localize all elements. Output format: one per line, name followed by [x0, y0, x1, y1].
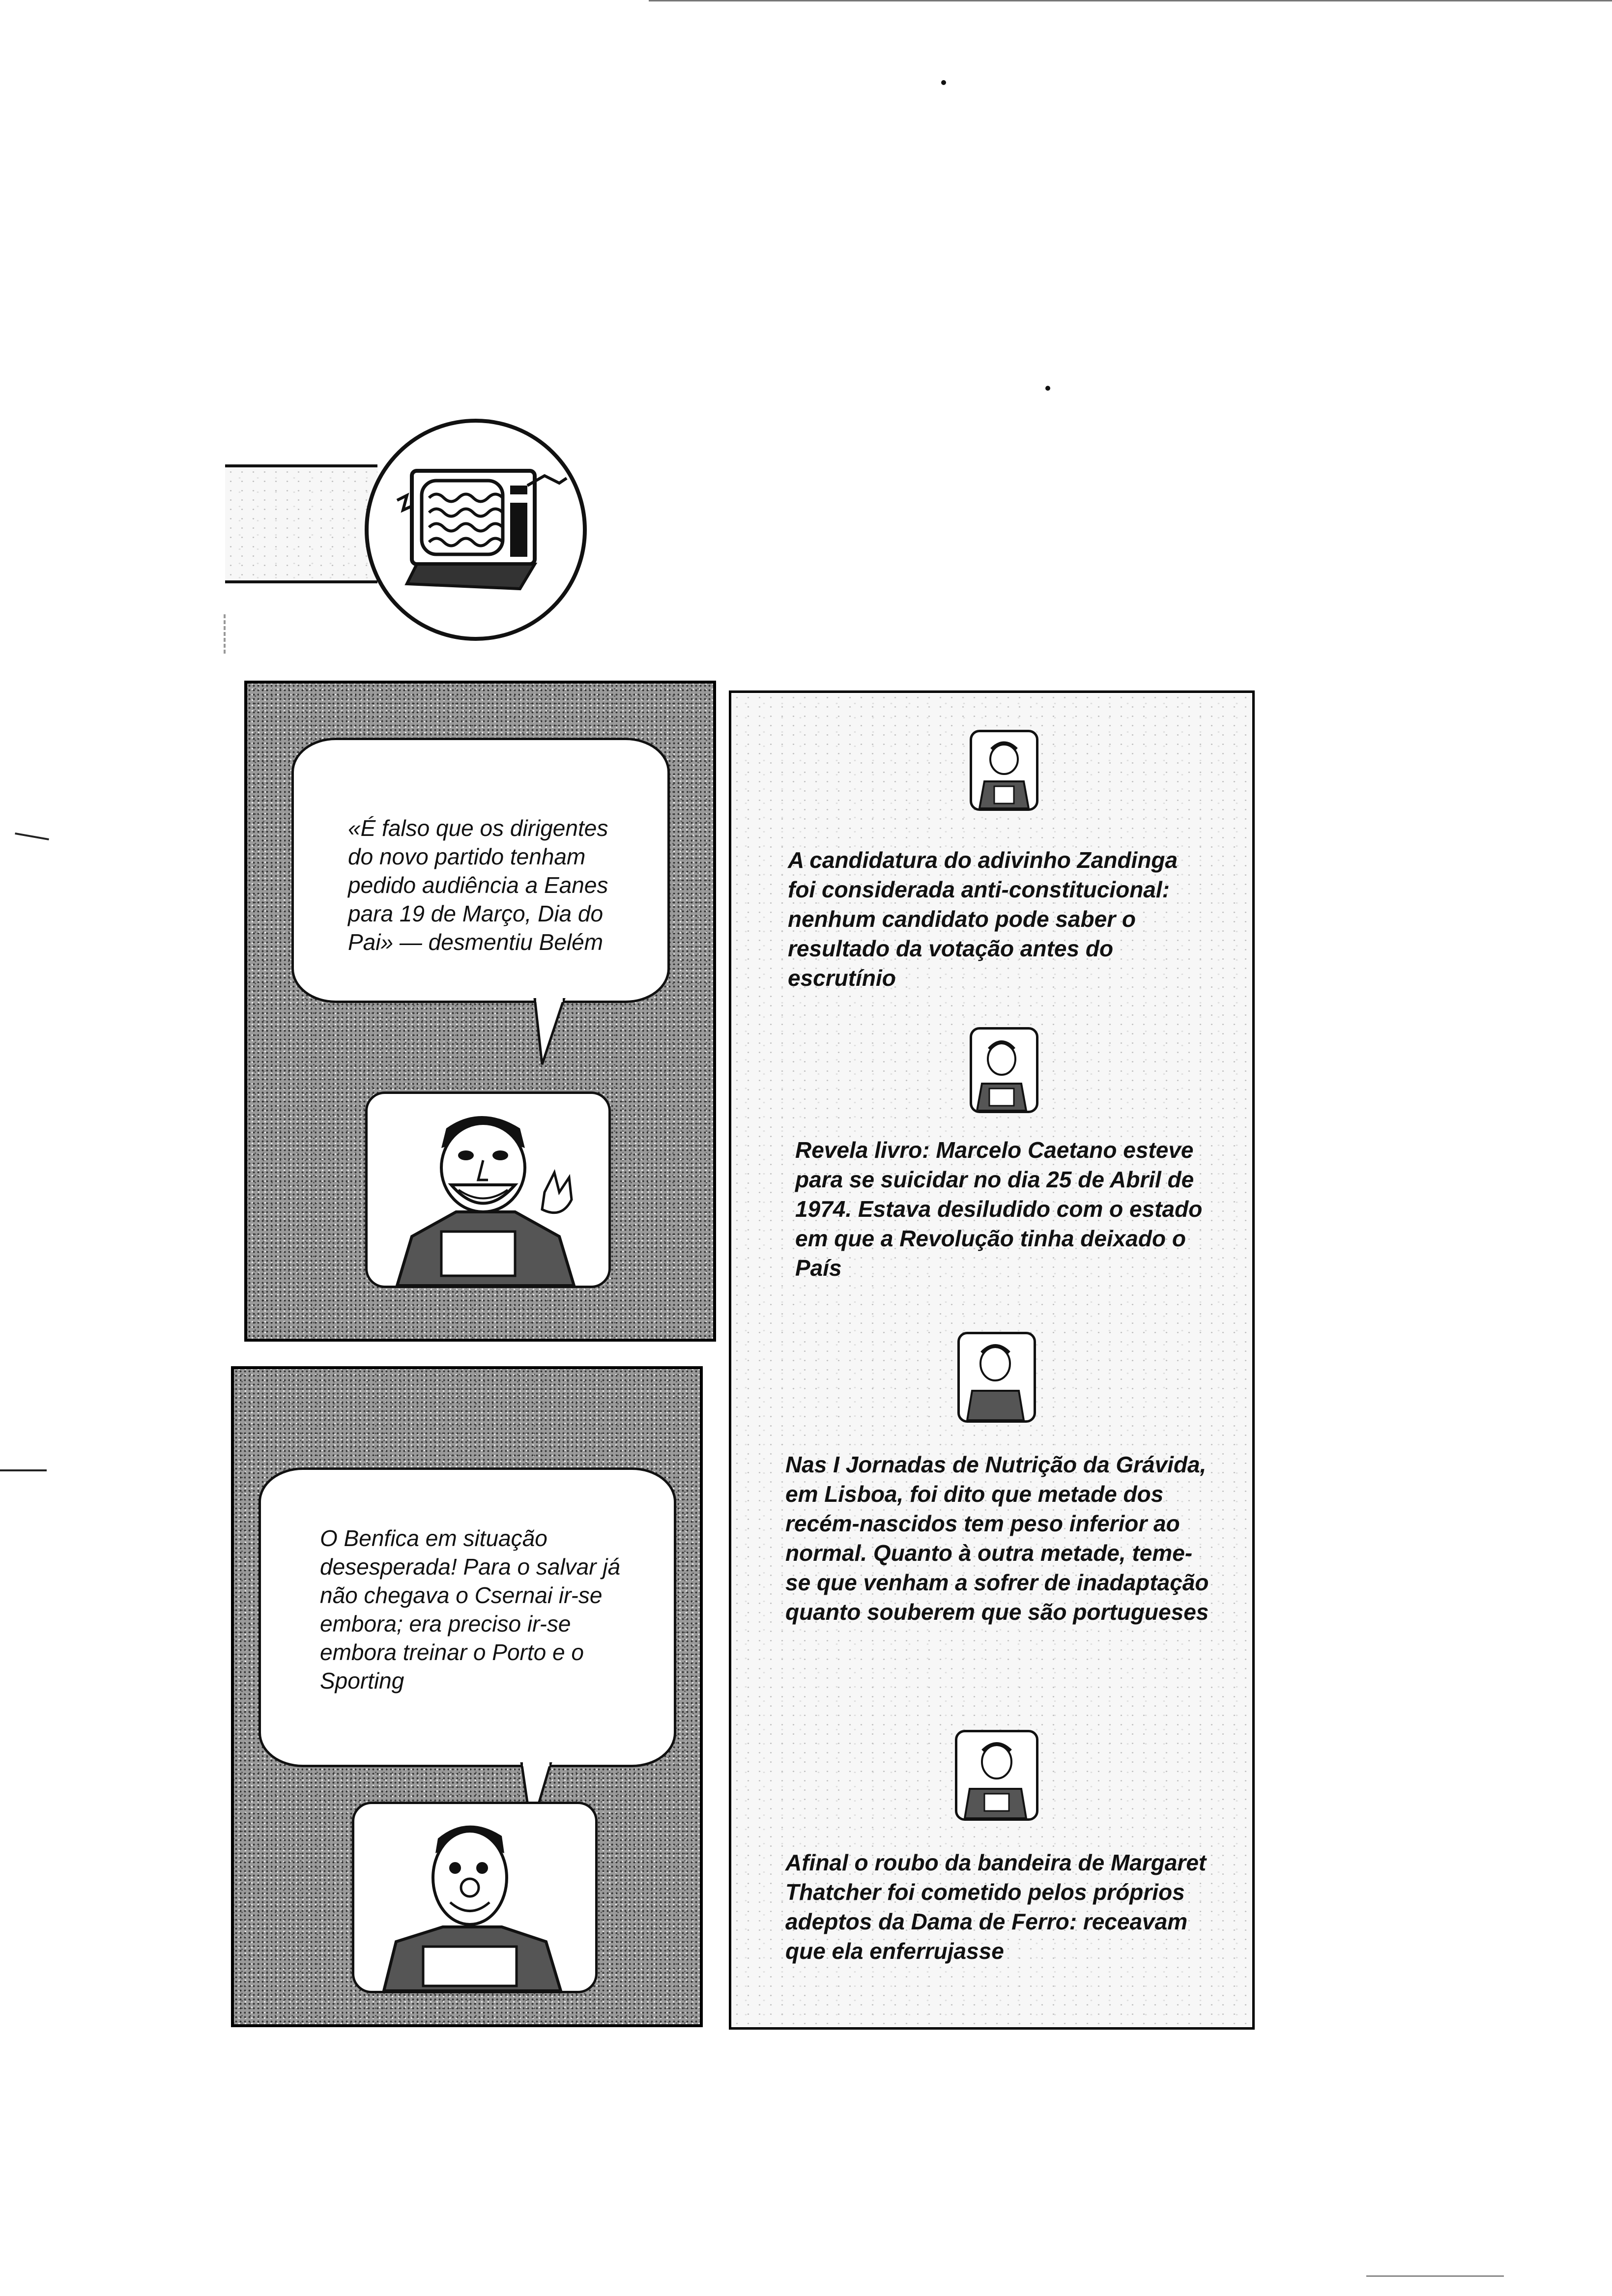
- tv-icon-newsreader: [955, 1730, 1038, 1821]
- news-item-4: Afinal o roubo da bandeira de Margaret Thatcher foi cometido pelos próprios adeptos da Dama de Ferro: receavam que ela enferrujasse: [785, 1850, 1207, 1964]
- tv-icon-newsreader: [970, 1027, 1038, 1113]
- bubble-tail: [532, 998, 572, 1067]
- tv-screen-presenter: [352, 1802, 598, 1993]
- news-item-2: Revela livro: Marcelo Caetano esteve para se suicidar no dia 25 de Abril de 1974. Estava desiludido com o estado em que a Revolução tinha deixado o País: [795, 1137, 1203, 1281]
- scan-edge-mark: [649, 0, 1612, 1]
- bubble-quote: O Benfica em situação desesperada! Para o salvar já não chegava o Csernai ir-se embora; era preciso ir-se embora treinar o Porto e o Sporting: [320, 1525, 621, 1693]
- tv-screen-presenter: [365, 1091, 611, 1288]
- scan-edge-mark: [15, 832, 49, 840]
- cartoon-panel-eanes: [244, 681, 716, 1342]
- scan-edge-mark: [1366, 2275, 1504, 2277]
- cartoon-panel-benfica: [231, 1366, 703, 2027]
- section-header-strip: [225, 464, 377, 583]
- speech-bubble: [259, 1467, 676, 1767]
- tv-icon-newsreader: [970, 730, 1038, 811]
- scan-dot: [941, 80, 946, 85]
- news-item-1: A candidatura do adivinho Zandinga foi considerada anti-constitucional: nenhum candidato pode saber o resultado da votação antes do escrutínio: [788, 847, 1178, 991]
- tv-logo-icon: [363, 417, 589, 643]
- tv-icon-newsreader: [957, 1332, 1036, 1423]
- scan-dash-marks: [224, 614, 235, 654]
- speech-bubble: [291, 738, 670, 1003]
- scan-edge-mark: [0, 1469, 47, 1471]
- scan-dot: [1045, 386, 1050, 391]
- news-panel: [729, 690, 1255, 2030]
- news-item-3: Nas I Jornadas de Nutrição da Grávida, em Lisboa, foi dito que metade dos recém-nascidos tem peso inferior ao normal. Quanto à outra metade, teme-se que venham a sofrer de inadaptação quanto souberem que são portugueses: [785, 1452, 1209, 1625]
- bubble-quote: «É falso que os dirigentes do novo partido tenham pedido audiência a Eanes para 19 de Março, Dia do Pai» — desmentiu Belém: [348, 815, 608, 955]
